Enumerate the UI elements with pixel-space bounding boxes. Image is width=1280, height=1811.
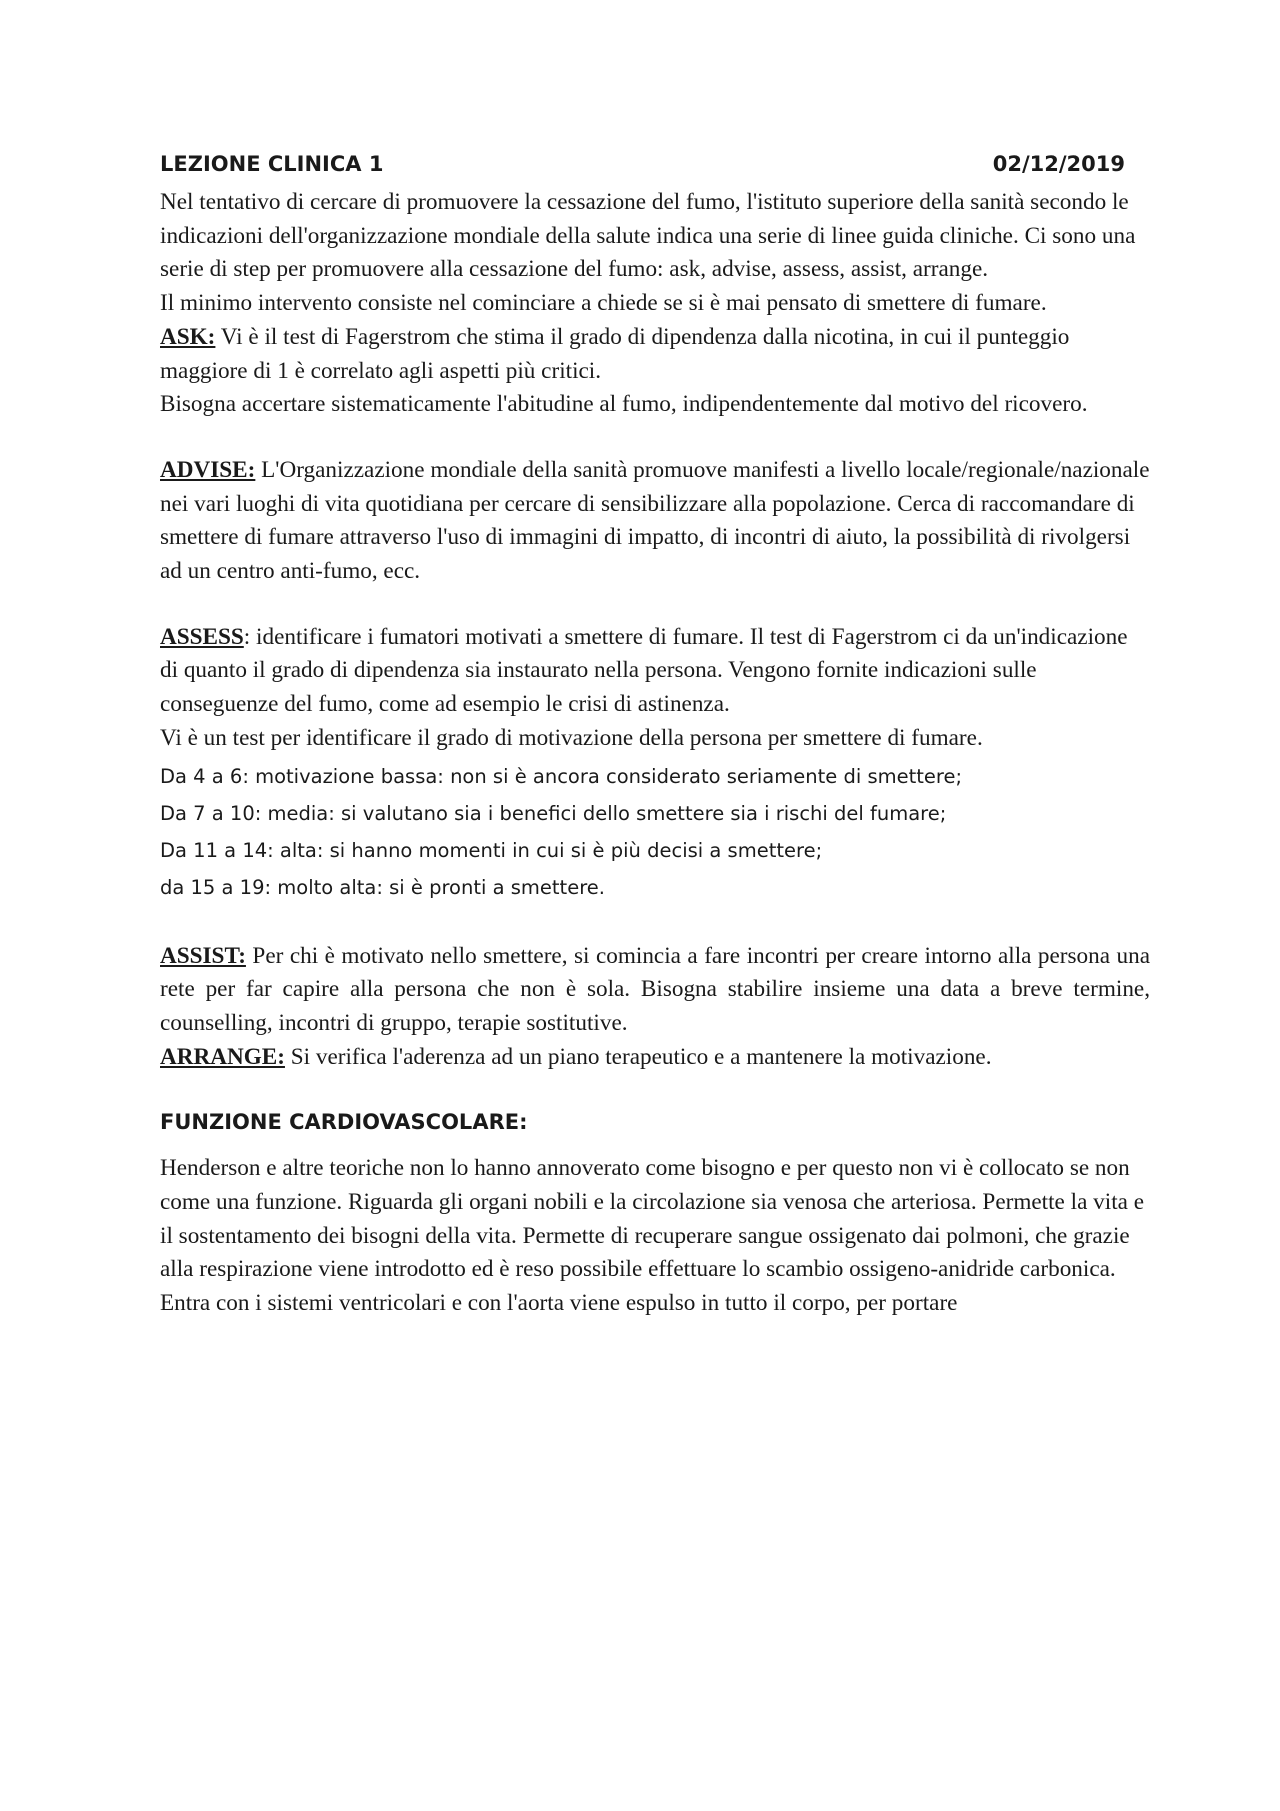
assess-paragraph: [160, 621, 1150, 722]
assess-label: ASSESS: [160, 623, 244, 650]
scale-item: Da 4 a 6: motivazione bassa: non si è ancora considerato seriamente di smettere;: [160, 764, 963, 788]
ask-text: Vi è il test di Fagerstrom che stima il grado di dipendenza dalla nicotina, in cui il punteggio maggiore di 1 è correlato agli aspetti più critici.: [160, 323, 1070, 384]
intro-paragraph: Nel tentativo di cercare di promuovere la cessazione del fumo, l'istituto superiore della sanità secondo le indicazioni dell'organizzazione mondiale della salute indica una serie di linee guida cliniche. Ci sono una serie di step per promuovere alla cessazione del fumo: ask, advise, assess, assist, arrange.: [160, 189, 1136, 283]
scale-item: Da 7 a 10: media: si valutano sia i benefici dello smettere sia i rischi del fumare;: [160, 801, 947, 825]
assist-text: Per chi è motivato nello smettere, si comincia a fare incontri per creare intorno alla persona una rete per far capire alla persona che non è sola. Bisogna stabilire insieme una data a breve termine, counselling, incontri di gruppo, terapie sostitutive.: [160, 942, 1150, 1036]
body-text: [160, 186, 1150, 756]
ask-label: ASK:: [160, 323, 216, 350]
ask-extra: Bisogna accertare sistematicamente l'abitudine al fumo, indipendentemente dal motivo del ricovero.: [160, 391, 1088, 418]
document-page: [160, 152, 1150, 1321]
body-text-2: [160, 940, 1150, 1075]
arrange-text: Si verifica l'aderenza ad un piano terapeutico e a mantenere la motivazione.: [284, 1043, 992, 1070]
scale-item: da 15 a 19: molto alta: si è pronti a smettere.: [160, 875, 605, 899]
scale-item: Da 11 a 14: alta: si hanno momenti in cui si è più decisi a smettere;: [160, 838, 823, 862]
lesson-title: LEZIONE CLINICA 1: [160, 152, 384, 176]
intro-paragraph-2: Il minimo intervento consiste nel cominciare a chiede se si è mai pensato di smettere di fumare.: [160, 290, 1047, 317]
cardio-paragraph: Henderson e altre teoriche non lo hanno annoverato come bisogno e per questo non vi è collocato se non come una funzione. Riguarda gli organi nobili e la circolazione sia venosa che arteriosa. Permette la vita e il sostentamento dei bisogni della vita. Permette di recuperare sangue ossigenato dai polmoni, che grazie alla respirazione viene introdotto ed è reso possibile effettuare lo scambio ossigeno-anidride carbonica. Entra con i sistemi ventricolari e con l'aorta viene espulso in tutto il corpo, per portare: [160, 1155, 1145, 1317]
cardio-section-title: FUNZIONE CARDIOVASCOLARE:: [160, 1110, 528, 1135]
advise-paragraph: [160, 454, 1150, 589]
assist-paragraph: [160, 940, 1150, 1041]
advise-text: L'Organizzazione mondiale della sanità promuove manifesti a livello locale/regionale/nazionale nei vari luoghi di vita quotidiana per cercare di sensibilizzare alla popolazione. Cerca di raccomandare di smettere di fumare attraverso l'uso di immagini di impatto, di incontri di aiuto, la possibilità di rivolgersi ad un centro anti-fumo, ecc.: [160, 456, 1150, 585]
assess-extra: Vi è un test per identificare il grado di motivazione della persona per smettere di fumare.: [160, 724, 983, 751]
lesson-date: 02/12/2019: [992, 152, 1125, 176]
ask-paragraph: [160, 321, 1150, 388]
arrange-label: ARRANGE:: [160, 1043, 285, 1070]
cardio-body: [160, 1152, 1150, 1321]
assess-text: : identificare i fumatori motivati a smettere di fumare. Il test di Fagerstrom ci da un'indicazione di quanto il grado di dipendenza sia instaurato nella persona. Vengono fornite indicazioni sulle conseguenze del fumo, come ad esempio le crisi di astinenza.: [160, 623, 1128, 718]
document-header: [160, 152, 1125, 186]
arrange-paragraph: [160, 1041, 1150, 1075]
motivation-scale: [160, 758, 1150, 906]
assist-label: ASSIST:: [160, 942, 246, 969]
advise-label: ADVISE:: [160, 456, 256, 483]
